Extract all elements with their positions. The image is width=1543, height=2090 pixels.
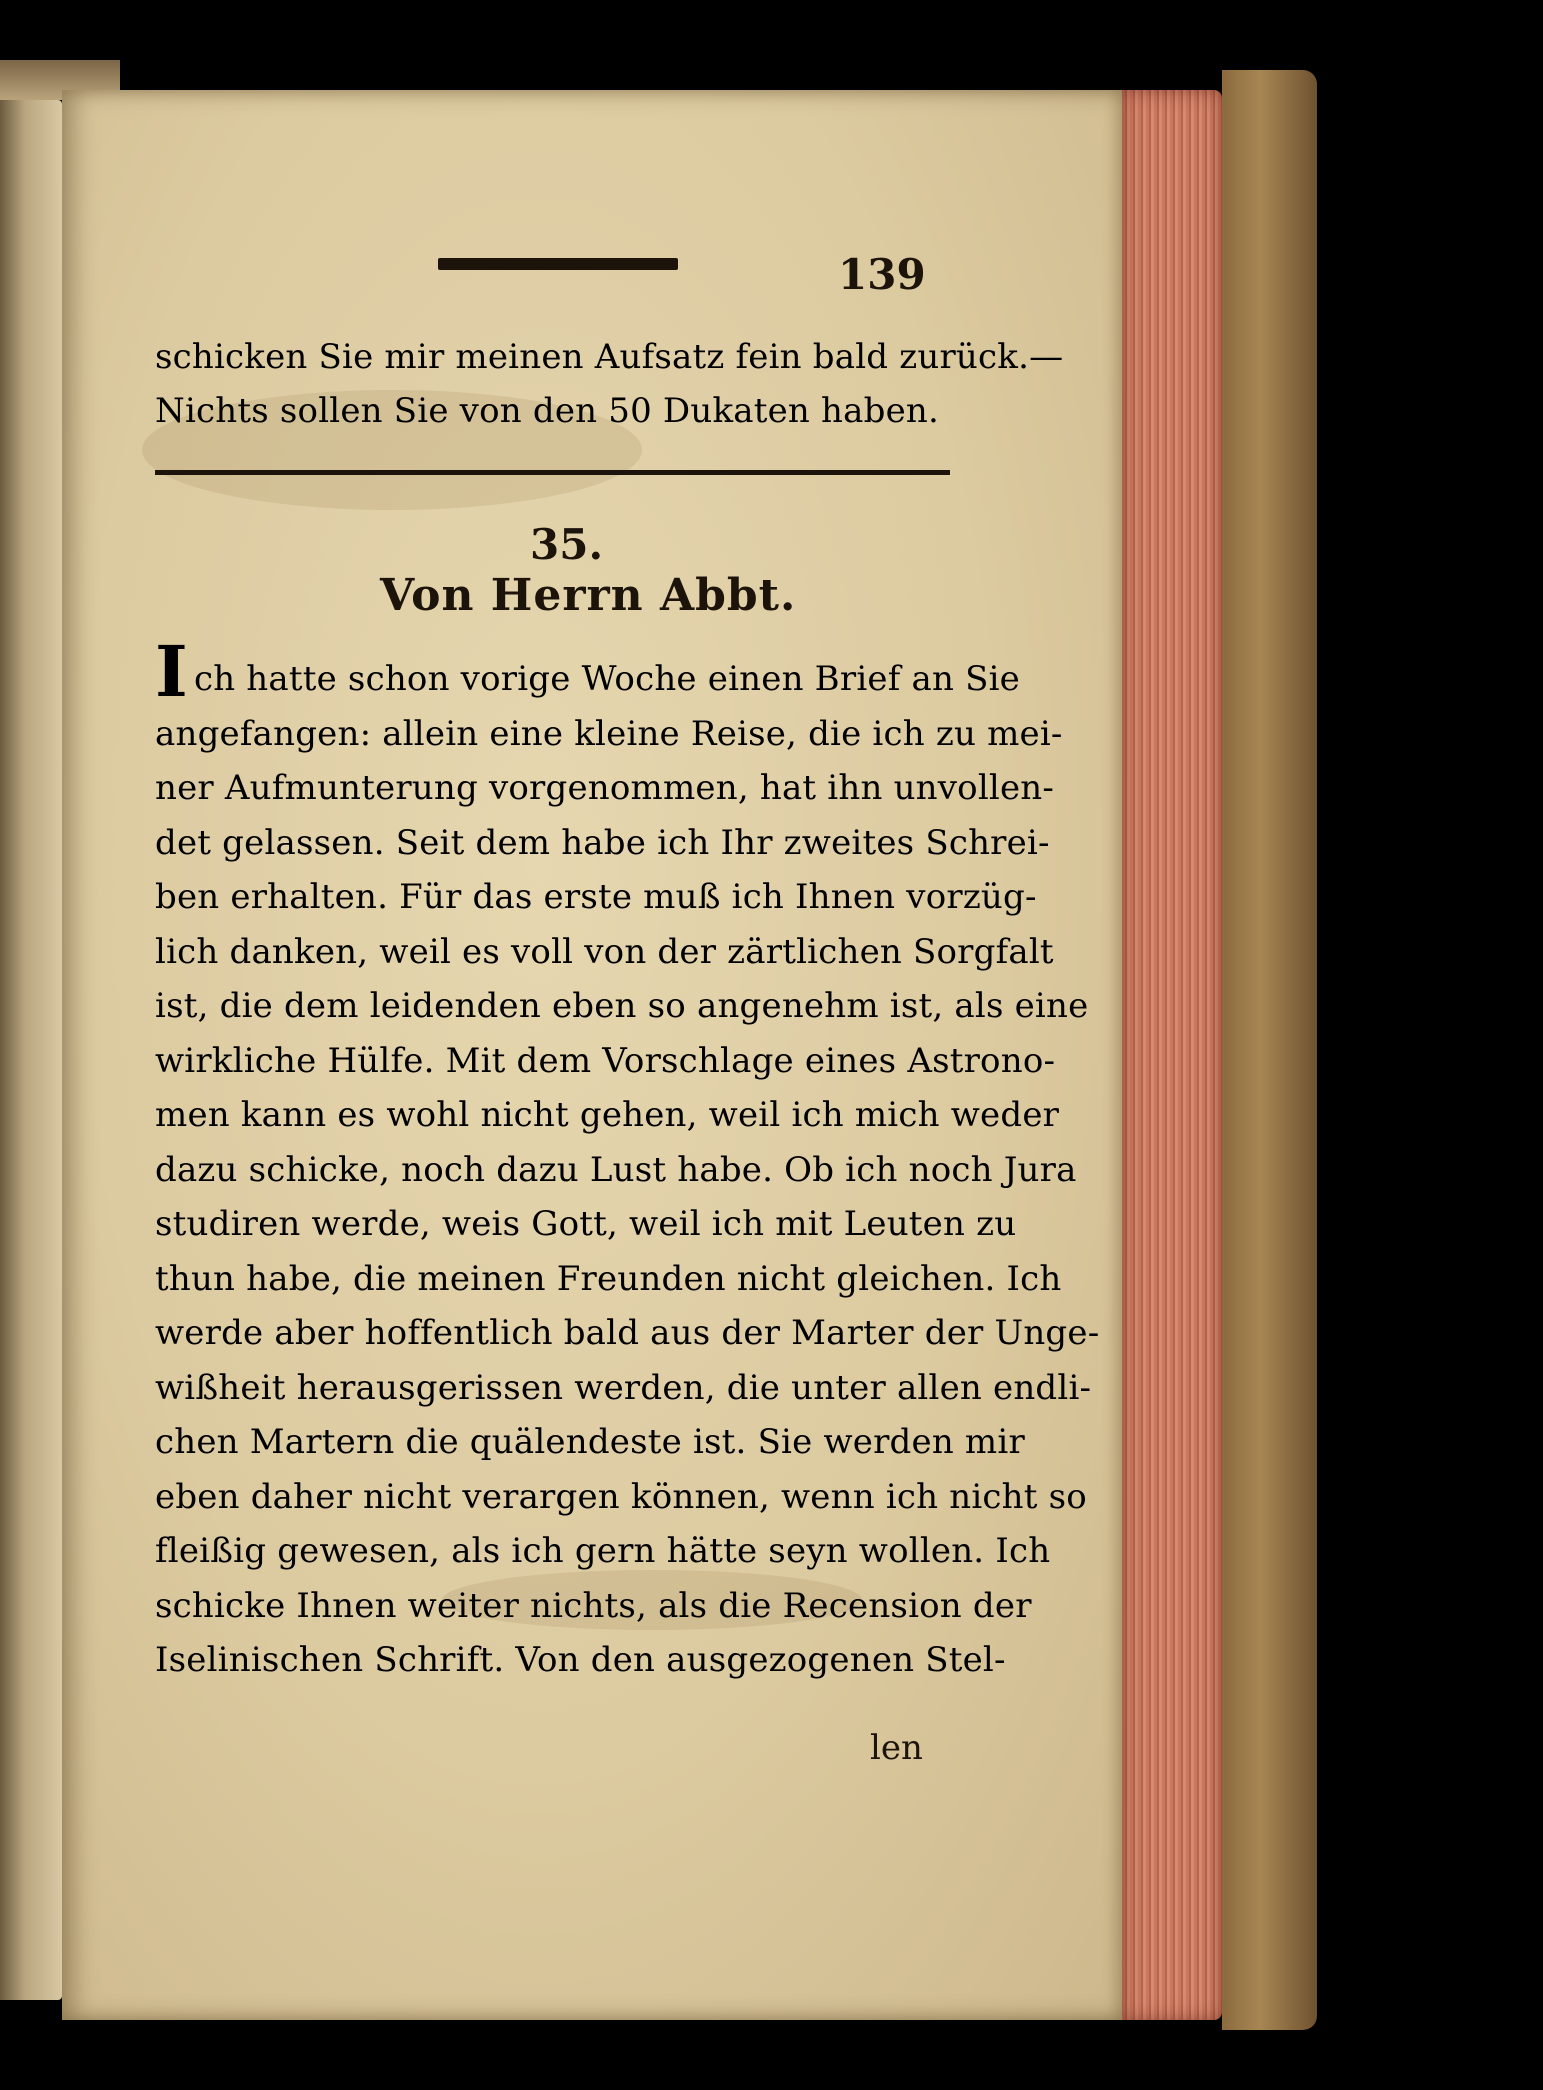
text-line: studiren werde, weis Gott, weil ich mit Leuten zu [155, 1204, 1017, 1244]
text-line: wirkliche Hülfe. Mit dem Vorschlage eines Astrono- [155, 1040, 1056, 1081]
text-line: ben erhalten. Für das erste muß ich Ihnen vorzüg- [155, 877, 1037, 917]
text-line: schicke Ihnen weiter nichts, als die Recension der [155, 1585, 1032, 1626]
text-line: schicken Sie mir meinen Aufsatz fein bald zurück.— [155, 337, 1064, 377]
page-number: 139 [838, 250, 926, 299]
text-line: det gelassen. Seit dem habe ich Ihr zweites Schrei- [155, 822, 1050, 863]
letter-body [155, 630, 1100, 1688]
intro-text [155, 330, 1064, 438]
text-line: ist, die dem leidenden eben so angenehm ist, als eine [155, 986, 1089, 1026]
first-line-text: ch hatte schon vorige Woche einen Brief an Sie [193, 659, 1020, 699]
text-line: eben daher nicht verargen können, wenn ich nicht so [155, 1476, 1087, 1517]
text-line: angefangen: allein eine kleine Reise, die ich zu mei- [155, 713, 1063, 754]
header-rule [438, 258, 678, 270]
text-line: werde aber hoffentlich bald aus der Marter der Unge- [155, 1313, 1100, 1353]
text-line: dazu schicke, noch dazu Lust habe. Ob ich noch Jura [155, 1149, 1077, 1190]
text-line: ner Aufmunterung vorgenommen, hat ihn unvollen- [155, 768, 1055, 808]
text-line: Nichts sollen Sie von den 50 Dukaten haben. [155, 391, 939, 431]
text-line: lich danken, weil es voll von der zärtlichen Sorgfalt [155, 931, 1054, 972]
page-edges [1122, 90, 1222, 2020]
book-cover [1222, 70, 1317, 2030]
text-line: wißheit herausgerissen werden, die unter allen endli- [155, 1367, 1092, 1408]
letter-title: Von Herrn Abbt. [380, 570, 797, 621]
letter-number: 35. [530, 520, 604, 569]
text-line: men kann es wohl nicht gehen, weil ich mich weder [155, 1095, 1060, 1135]
text-line: Iselinischen Schrift. Von den ausgezogenen Stel- [155, 1640, 1006, 1680]
initial-letter: I [155, 630, 188, 713]
left-page-edge [0, 100, 62, 2000]
text-line: chen Martern die quälendeste ist. Sie werden mir [155, 1422, 1025, 1462]
catchword: len [870, 1728, 923, 1768]
text-line-first [155, 630, 1020, 713]
section-divider [155, 470, 950, 475]
text-line: thun habe, die meinen Freunden nicht gleichen. Ich [155, 1258, 1062, 1299]
text-line: fleißig gewesen, als ich gern hätte seyn wollen. Ich [155, 1531, 1051, 1571]
